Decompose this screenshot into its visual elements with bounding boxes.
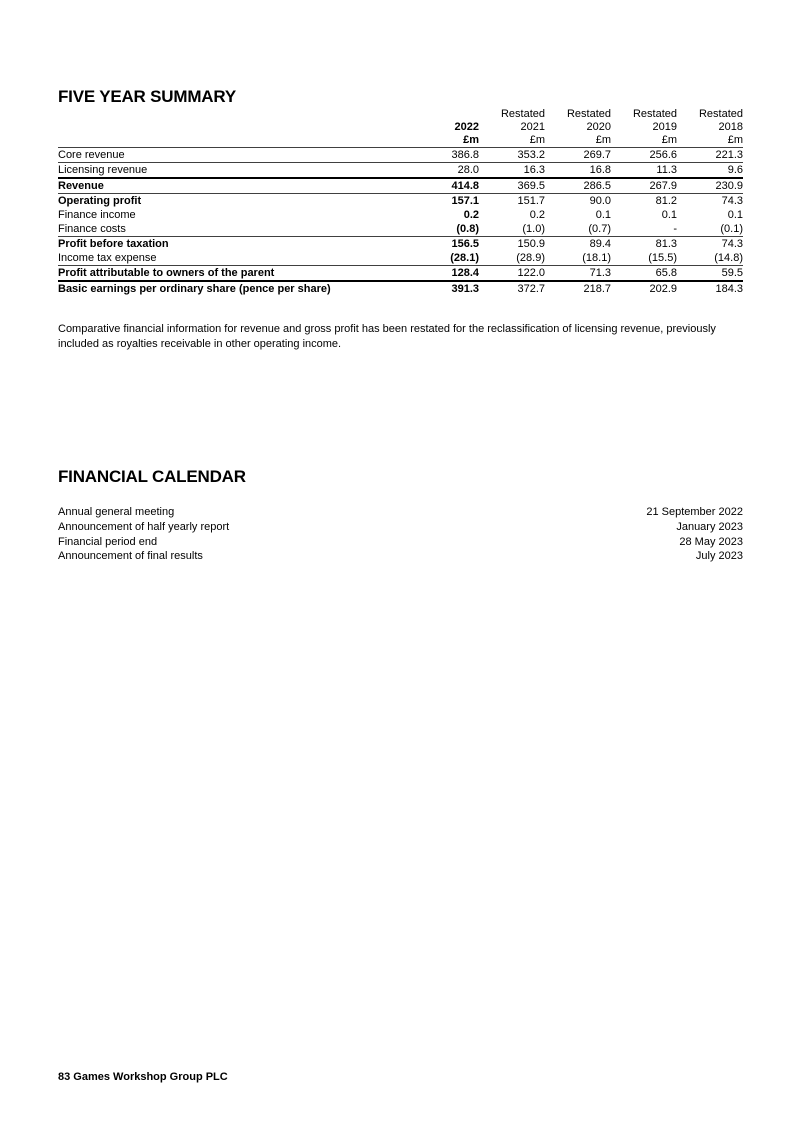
row-value: 128.4	[451, 267, 479, 279]
row-value: 81.3	[655, 238, 677, 250]
summary-table	[58, 108, 743, 296]
calendar-list	[58, 505, 743, 564]
row-value: 65.8	[655, 267, 677, 279]
header-restated-2021: Restated	[500, 108, 545, 120]
header-unit-2021: £m	[529, 134, 545, 146]
calendar-item-label: Announcement of final results	[58, 550, 203, 563]
calendar-item-half-yearly-report	[58, 520, 743, 535]
header-restated-2019: Restated	[632, 108, 677, 120]
header-year-2020: 2020	[586, 121, 611, 133]
row-value: (28.9)	[516, 252, 545, 264]
summary-title: FIVE YEAR SUMMARY	[58, 87, 236, 106]
header-unit-2020: £m	[595, 134, 611, 146]
row-value: (0.7)	[588, 223, 611, 235]
row-value: 0.2	[529, 209, 545, 221]
row-label: Profit before taxation	[58, 238, 169, 250]
row-value: 157.1	[451, 195, 479, 207]
header-restated-2020: Restated	[566, 108, 611, 120]
row-value: 16.3	[523, 164, 545, 176]
row-value: 372.7	[517, 283, 545, 295]
row-value: 218.7	[583, 283, 611, 295]
row-value: 11.3	[656, 164, 677, 176]
table-row-operating-profit	[58, 194, 743, 208]
header-year-2022: 2022	[454, 121, 479, 133]
table-row-revenue	[58, 179, 743, 194]
row-value: 156.5	[451, 238, 479, 250]
row-value: 89.4	[589, 238, 611, 250]
calendar-item-label: Announcement of half yearly report	[58, 520, 230, 533]
header-year-2021: 2021	[520, 121, 545, 133]
row-value: 150.9	[517, 238, 545, 250]
row-value: 414.8	[451, 180, 479, 192]
row-value: (0.1)	[720, 223, 743, 235]
row-value: 353.2	[517, 149, 545, 161]
table-row-profit-attributable	[58, 266, 743, 282]
table-header-unit-row	[58, 134, 743, 148]
calendar-item-date: 28 May 2023	[679, 535, 743, 548]
row-value: 122.0	[517, 267, 545, 279]
row-value: 202.9	[649, 283, 677, 295]
row-label: Finance costs	[58, 223, 126, 235]
restatement-note: Comparative financial information for revenue and gross profit has been restated for the reclassification of licensing revenue, previously included as royalties receivable in other operating income.	[58, 323, 716, 350]
table-row-core-revenue	[58, 148, 743, 163]
row-value: (1.0)	[522, 223, 545, 235]
row-label: Licensing revenue	[58, 164, 148, 176]
table-row-finance-costs	[58, 222, 743, 237]
row-value: 369.5	[517, 180, 545, 192]
header-year-2018: 2018	[718, 121, 743, 133]
row-label: Income tax expense	[58, 252, 157, 264]
row-value: 286.5	[583, 180, 611, 192]
row-value: 90.0	[589, 195, 611, 207]
calendar-item-period-end	[58, 535, 743, 550]
row-value: 9.6	[727, 164, 743, 176]
row-value: 386.8	[451, 149, 479, 161]
header-unit-2019: £m	[661, 134, 677, 146]
row-value: 269.7	[583, 149, 611, 161]
row-label: Revenue	[58, 180, 104, 192]
calendar-title: FINANCIAL CALENDAR	[58, 467, 246, 486]
row-value: 0.1	[727, 209, 743, 221]
row-value: -	[673, 223, 677, 235]
row-label: Core revenue	[58, 149, 125, 161]
row-value: 59.5	[721, 267, 743, 279]
header-restated-2018: Restated	[698, 108, 743, 120]
table-row-income-tax-expense	[58, 251, 743, 266]
row-label: Basic earnings per ordinary share (pence per share)	[58, 283, 331, 295]
calendar-item-label: Annual general meeting	[58, 506, 175, 518]
row-value: 0.1	[595, 209, 611, 221]
calendar-item-date: 21 September 2022	[646, 506, 743, 518]
header-unit-2022: £m	[463, 134, 479, 146]
header-unit-2018: £m	[727, 134, 743, 146]
row-value: 74.3	[721, 238, 743, 250]
calendar-item-date: January 2023	[676, 520, 743, 533]
row-value: 151.7	[517, 195, 545, 207]
table-header-restated-row	[58, 108, 743, 121]
row-value: 184.3	[715, 283, 743, 295]
row-value: (14.8)	[714, 252, 743, 264]
row-value: 230.9	[715, 180, 743, 192]
row-value: 74.3	[721, 195, 743, 207]
row-value: 81.2	[655, 195, 677, 207]
calendar-item-final-results	[58, 549, 743, 564]
table-header-year-row	[58, 121, 743, 134]
table-row-finance-income	[58, 208, 743, 222]
row-value: 0.2	[463, 209, 479, 221]
row-label: Finance income	[58, 209, 136, 221]
calendar-item-agm	[58, 505, 743, 520]
page-footer: 83 Games Workshop Group PLC	[58, 1071, 228, 1083]
calendar-item-date: July 2023	[695, 550, 743, 563]
row-value: 267.9	[649, 180, 677, 192]
row-label: Profit attributable to owners of the parent	[58, 267, 275, 279]
table-row-licensing-revenue	[58, 163, 743, 179]
table-row-basic-eps	[58, 282, 743, 296]
header-year-2019: 2019	[652, 121, 677, 133]
row-value: 16.8	[589, 164, 611, 176]
row-label: Operating profit	[58, 195, 142, 207]
row-value: 71.3	[589, 267, 611, 279]
row-value: 28.0	[457, 164, 479, 176]
row-value: 0.1	[661, 209, 677, 221]
row-value: 391.3	[451, 283, 479, 295]
row-value: (0.8)	[456, 223, 479, 235]
table-row-profit-before-taxation	[58, 237, 743, 251]
calendar-item-label: Financial period end	[58, 535, 158, 548]
row-value: (18.1)	[582, 252, 611, 264]
row-value: 221.3	[715, 149, 743, 161]
row-value: (28.1)	[450, 252, 479, 264]
row-value: (15.5)	[648, 252, 677, 264]
row-value: 256.6	[649, 149, 677, 161]
page-content	[0, 0, 800, 564]
